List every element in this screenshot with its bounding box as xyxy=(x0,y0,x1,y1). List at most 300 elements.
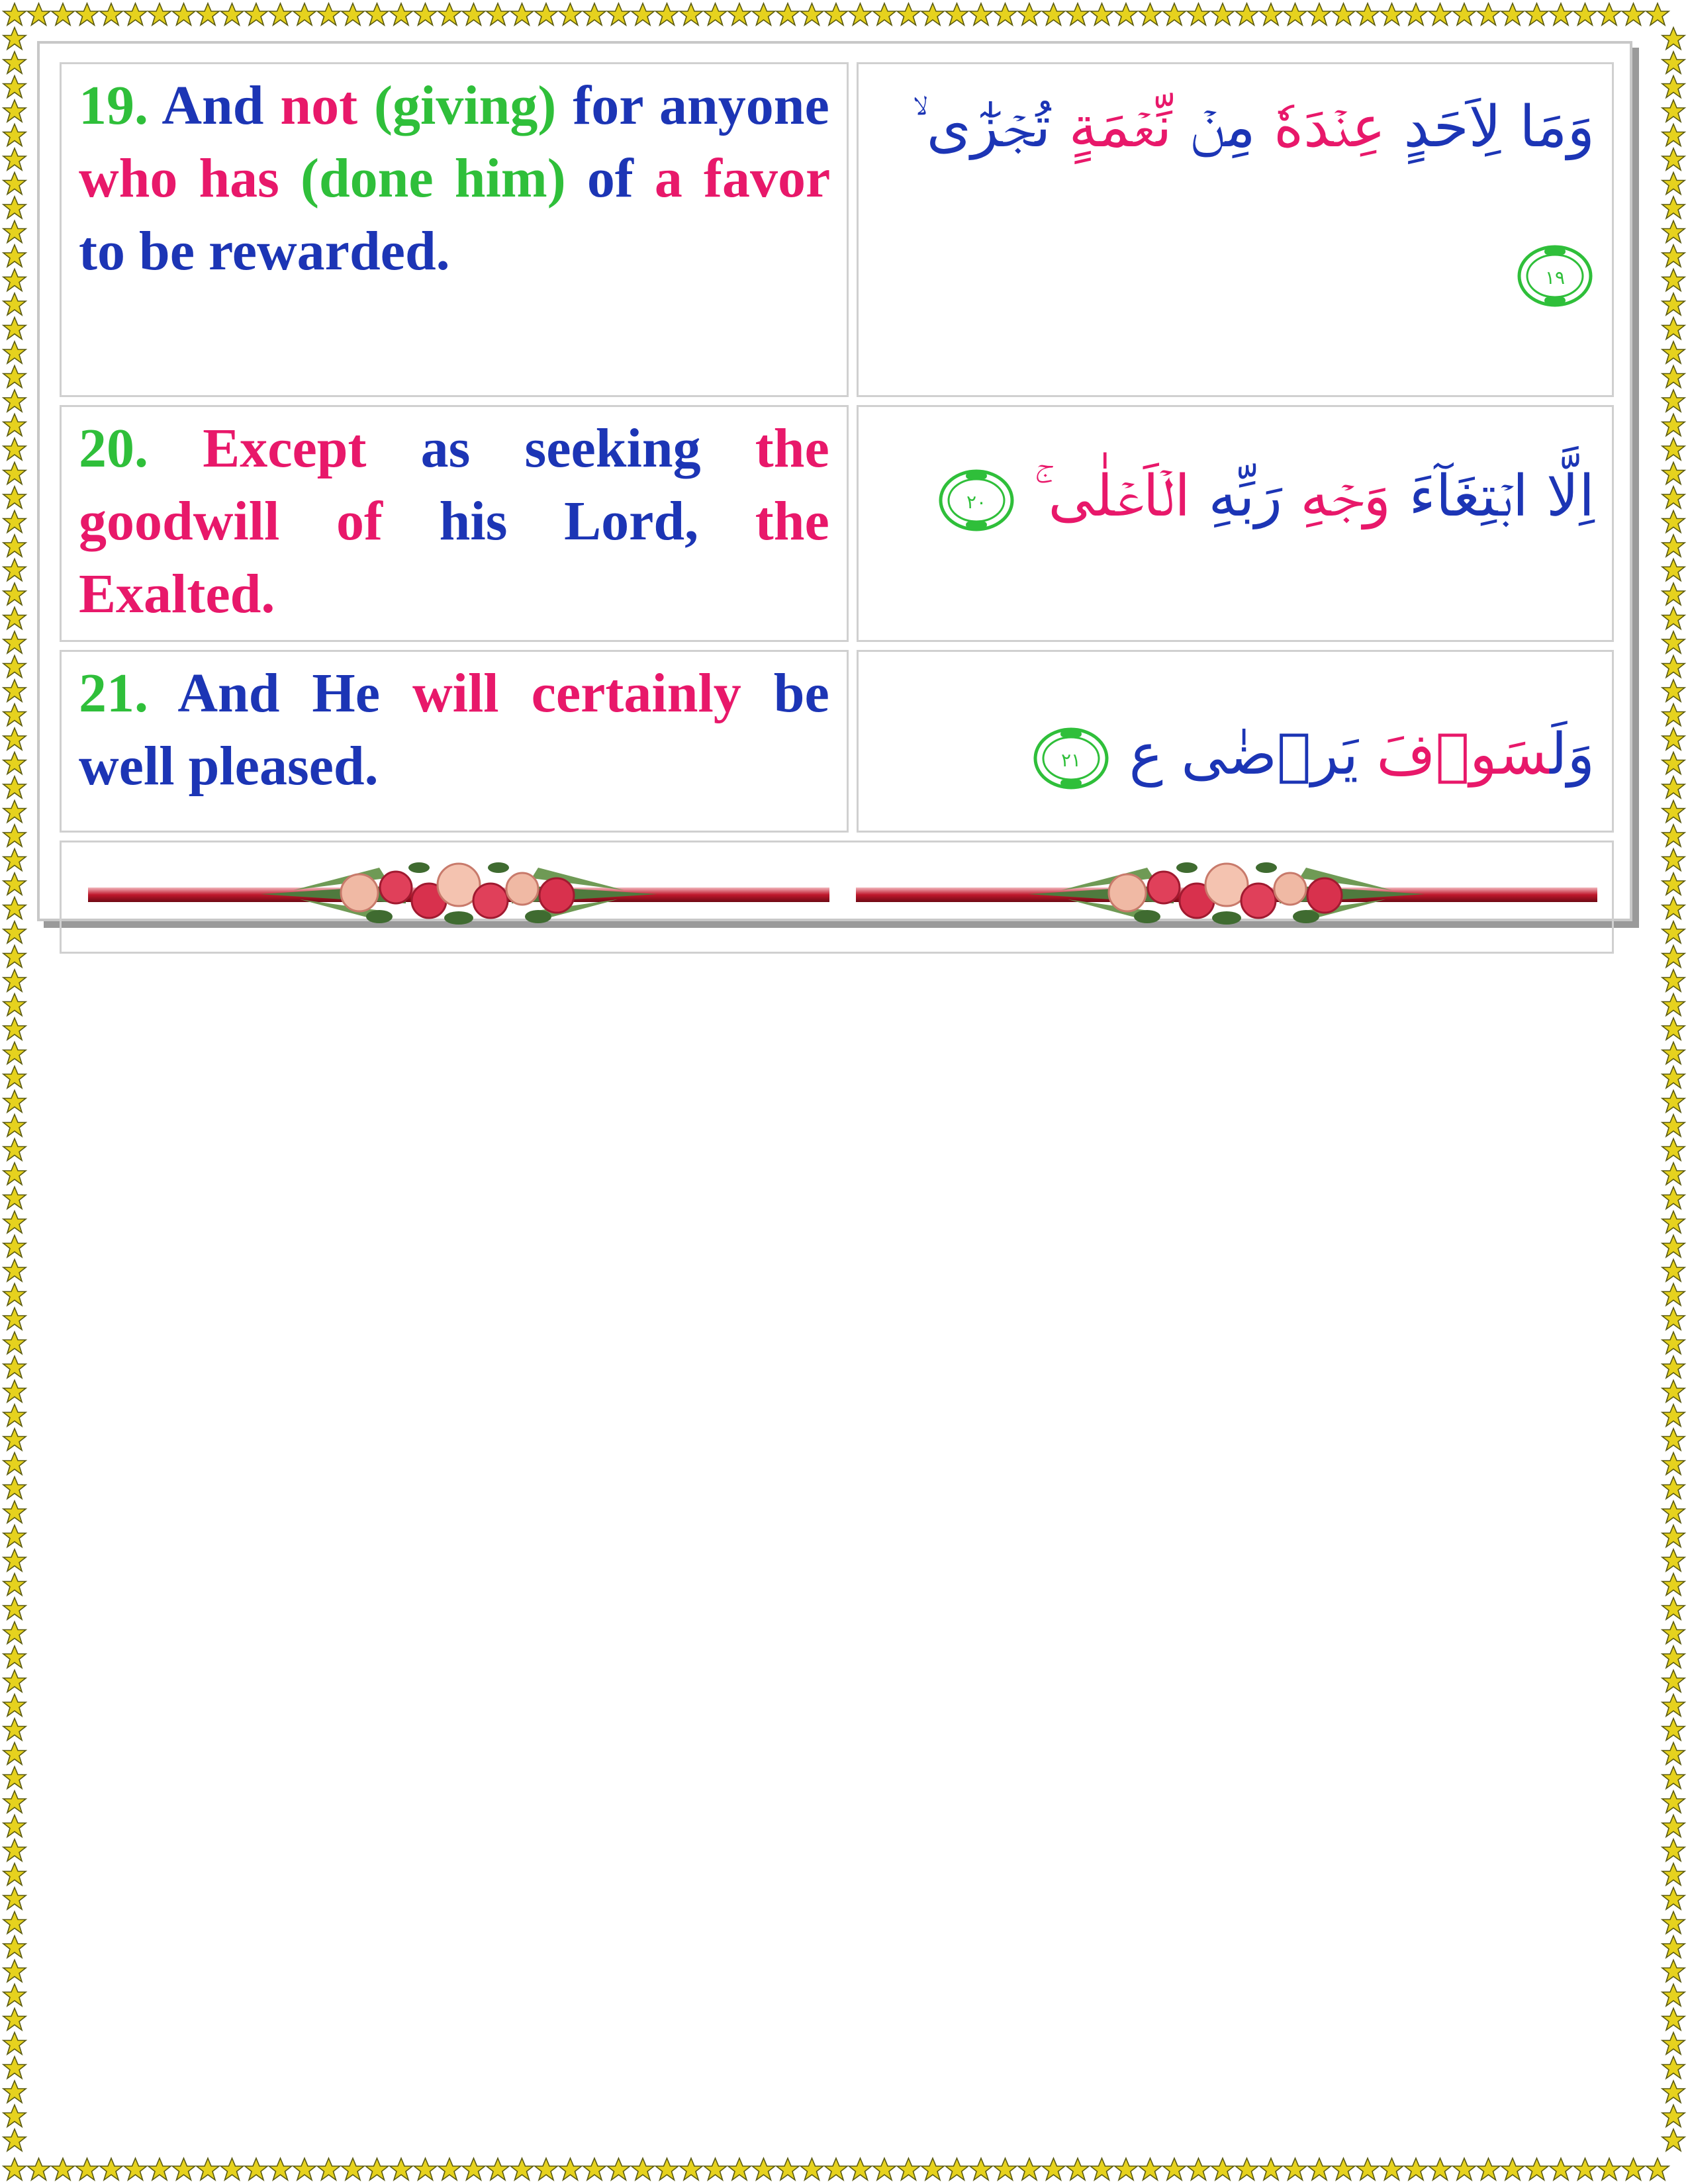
star-icon xyxy=(1211,2158,1234,2180)
star-icon xyxy=(1236,3,1258,25)
star-icon xyxy=(3,946,26,968)
star-icon xyxy=(414,3,437,25)
star-icon xyxy=(318,3,340,25)
star-icon xyxy=(438,2158,461,2180)
star-icon xyxy=(825,2158,847,2180)
translation-segment: for xyxy=(573,75,643,136)
ayah-end-marker-icon xyxy=(1515,243,1595,309)
star-icon xyxy=(1662,680,1685,702)
star-icon xyxy=(52,2158,74,2180)
arabic-segment: مِنۡ xyxy=(1190,94,1256,160)
star-icon xyxy=(3,1864,26,1886)
ayah-table xyxy=(52,54,1622,962)
star-icon xyxy=(3,849,26,871)
star-icon xyxy=(3,776,26,798)
star-icon xyxy=(1662,245,1685,267)
star-icon xyxy=(3,1598,26,1619)
star-icon xyxy=(3,535,26,557)
star-icon xyxy=(76,3,99,25)
star-icon xyxy=(3,921,26,943)
arabic-verse xyxy=(859,64,1612,316)
star-icon xyxy=(511,3,534,25)
star-icon xyxy=(3,1453,26,1475)
star-icon xyxy=(1356,2158,1379,2180)
star-icon xyxy=(221,2158,244,2180)
star-icon xyxy=(1662,2129,1685,2151)
star-icon xyxy=(1662,463,1685,484)
star-icon xyxy=(3,1115,26,1136)
star-icon xyxy=(3,897,26,919)
star-icon xyxy=(1598,2158,1620,2180)
arabic-segment: سَوۡفَ xyxy=(1376,721,1550,788)
star-icon xyxy=(1574,2158,1597,2180)
star-icon xyxy=(825,3,847,25)
translation-segment: as seeking xyxy=(420,418,701,479)
ayah-row xyxy=(60,650,1614,833)
star-icon xyxy=(608,3,630,25)
star-icon xyxy=(1662,1984,1685,2006)
star-icon xyxy=(245,2158,267,2180)
ayah-row xyxy=(60,62,1614,397)
ayah-marker-number: ٢١ xyxy=(1061,749,1082,771)
star-icon xyxy=(1236,2158,1258,2180)
star-icon xyxy=(100,3,122,25)
star-icon xyxy=(1662,28,1685,50)
star-icon xyxy=(946,3,968,25)
divider-row xyxy=(60,841,1614,954)
star-icon xyxy=(3,2032,26,2054)
star-icon xyxy=(608,2158,630,2180)
star-icon xyxy=(1662,1259,1685,1281)
translation-segment: anyone xyxy=(659,75,829,136)
star-icon xyxy=(921,3,944,25)
star-icon xyxy=(1662,1936,1685,1958)
star-icon xyxy=(1662,1960,1685,1982)
star-icon xyxy=(1091,3,1113,25)
star-icon xyxy=(3,2105,26,2127)
star-icon xyxy=(3,148,26,170)
star-icon xyxy=(1662,1501,1685,1523)
arabic-segment: تُجۡزٰٓى ۙ xyxy=(912,94,1051,160)
star-icon xyxy=(3,1888,26,1909)
star-icon xyxy=(970,2158,992,2180)
star-icon xyxy=(1662,76,1685,98)
star-icon xyxy=(3,1525,26,1547)
star-icon xyxy=(438,3,461,25)
star-icon xyxy=(1662,946,1685,968)
star-icon xyxy=(3,704,26,726)
star-icon xyxy=(1662,2032,1685,2054)
star-icon xyxy=(1662,656,1685,678)
star-icon xyxy=(1662,148,1685,170)
star-icon xyxy=(1662,341,1685,363)
star-icon xyxy=(1662,1066,1685,1088)
ayah-end-marker-icon xyxy=(937,467,1016,533)
star-icon xyxy=(28,2158,50,2180)
translation-segment: will certainly xyxy=(412,662,741,724)
star-icon xyxy=(1550,2158,1572,2180)
star-icon xyxy=(28,3,50,25)
star-icon xyxy=(1662,1646,1685,1668)
star-icon xyxy=(1429,2158,1452,2180)
star-icon xyxy=(656,2158,679,2180)
star-icon xyxy=(801,2158,823,2180)
star-icon xyxy=(849,2158,872,2180)
star-icon xyxy=(3,994,26,1016)
star-icon xyxy=(463,3,485,25)
star-icon xyxy=(776,3,799,25)
star-icon xyxy=(1662,1694,1685,1716)
translation-segment: (giving) xyxy=(374,75,557,136)
star-icon xyxy=(3,1694,26,1716)
star-icon xyxy=(970,3,992,25)
star-icon xyxy=(3,1042,26,1064)
star-icon xyxy=(3,341,26,363)
star-icon xyxy=(1662,2081,1685,2103)
star-icon xyxy=(3,1284,26,1306)
star-icon xyxy=(1662,1284,1685,1306)
star-icon xyxy=(245,3,267,25)
translation-page xyxy=(37,41,1639,928)
star-icon xyxy=(1662,197,1685,218)
star-icon xyxy=(1662,1549,1685,1571)
translation-text xyxy=(62,652,847,812)
star-icon xyxy=(1662,1598,1685,1619)
star-icon xyxy=(3,583,26,605)
star-icon xyxy=(1662,1381,1685,1402)
star-icon xyxy=(1662,2057,1685,2079)
star-icon xyxy=(1662,1163,1685,1185)
star-icon xyxy=(3,970,26,991)
star-icon xyxy=(3,3,26,25)
star-icon xyxy=(680,2158,702,2180)
star-icon xyxy=(632,2158,654,2180)
star-icon xyxy=(1662,801,1685,823)
star-icon xyxy=(390,3,412,25)
star-icon xyxy=(342,3,364,25)
floral-divider-cell xyxy=(60,841,1614,954)
star-icon xyxy=(3,1018,26,1040)
star-icon xyxy=(1284,3,1307,25)
star-icon xyxy=(3,366,26,388)
star-icon xyxy=(1211,3,1234,25)
star-icon xyxy=(269,3,292,25)
star-icon xyxy=(197,2158,219,2180)
arabic-verse xyxy=(859,652,1612,804)
star-icon xyxy=(3,2009,26,2030)
star-icon xyxy=(1550,3,1572,25)
translation-segment: favor xyxy=(704,148,829,209)
star-icon xyxy=(1066,3,1089,25)
star-icon xyxy=(390,2158,412,2180)
star-icon xyxy=(487,3,509,25)
star-icon xyxy=(753,3,775,25)
ayah-end-marker-icon xyxy=(1031,725,1111,792)
star-icon xyxy=(1662,1139,1685,1161)
star-icon xyxy=(100,2158,122,2180)
star-icon xyxy=(3,173,26,195)
star-icon xyxy=(1477,2158,1500,2180)
star-icon xyxy=(1662,1864,1685,1886)
translation-segment: a xyxy=(654,148,682,209)
star-icon xyxy=(704,3,727,25)
star-icon xyxy=(1429,3,1452,25)
star-icon xyxy=(3,76,26,98)
star-icon xyxy=(124,3,147,25)
star-icon xyxy=(3,1429,26,1451)
star-icon xyxy=(873,3,896,25)
star-icon xyxy=(1662,728,1685,750)
translation-segment: (done him) xyxy=(300,148,566,209)
star-icon xyxy=(1662,631,1685,653)
star-icon xyxy=(753,2158,775,2180)
star-icon xyxy=(1646,2158,1669,2180)
star-icon xyxy=(1662,921,1685,943)
star-icon xyxy=(1662,366,1685,388)
star-icon xyxy=(52,3,74,25)
star-icon xyxy=(1662,486,1685,508)
star-icon xyxy=(1043,2158,1065,2180)
star-icon xyxy=(1662,1670,1685,1692)
star-icon xyxy=(3,221,26,243)
star-icon xyxy=(1405,3,1427,25)
star-icon xyxy=(1163,3,1186,25)
star-icon xyxy=(3,1549,26,1571)
star-icon xyxy=(3,1960,26,1982)
star-icon xyxy=(1662,994,1685,1016)
star-icon xyxy=(1662,1187,1685,1209)
arabic-cell xyxy=(857,62,1614,397)
star-icon xyxy=(3,318,26,340)
star-icon xyxy=(1115,2158,1137,2180)
star-icon xyxy=(148,2158,171,2180)
arabic-segment: يَرۡضٰى ع xyxy=(1129,721,1359,788)
star-icon xyxy=(3,1501,26,1523)
ayah-marker-number: ١٩ xyxy=(1544,267,1566,289)
star-icon xyxy=(3,245,26,267)
star-icon xyxy=(1662,52,1685,73)
star-icon xyxy=(3,559,26,581)
star-icon xyxy=(366,2158,389,2180)
floral-divider-icon xyxy=(62,842,1611,948)
star-icon xyxy=(1091,2158,1113,2180)
star-icon xyxy=(3,1984,26,2006)
star-icon xyxy=(1284,2158,1307,2180)
star-icon xyxy=(3,1646,26,1668)
star-icon xyxy=(1163,2158,1186,2180)
star-icon xyxy=(1662,583,1685,605)
star-icon xyxy=(197,3,219,25)
star-icon xyxy=(3,680,26,702)
star-icon xyxy=(1662,1091,1685,1113)
star-icon xyxy=(1662,100,1685,122)
star-icon xyxy=(1662,535,1685,557)
star-icon xyxy=(1662,2009,1685,2030)
star-icon xyxy=(3,608,26,629)
star-icon xyxy=(1662,1888,1685,1909)
translation-segment: And He xyxy=(177,662,380,724)
star-icon xyxy=(946,2158,968,2180)
star-icon xyxy=(342,2158,364,2180)
star-icon xyxy=(221,3,244,25)
translation-segment: not xyxy=(280,75,358,136)
star-icon xyxy=(3,1187,26,1209)
star-icon xyxy=(994,2158,1017,2180)
star-icon xyxy=(1662,776,1685,798)
star-icon xyxy=(1066,2158,1089,2180)
star-icon xyxy=(680,3,702,25)
star-icon xyxy=(293,2158,316,2180)
star-icon xyxy=(3,1719,26,1741)
star-icon xyxy=(1477,3,1500,25)
star-icon xyxy=(1662,414,1685,436)
star-icon xyxy=(583,3,606,25)
star-icon xyxy=(3,1259,26,1281)
arabic-segment: نِّعۡمَةٍ xyxy=(1068,94,1172,160)
star-icon xyxy=(1598,3,1620,25)
content-box xyxy=(37,41,1632,921)
star-icon xyxy=(1501,3,1524,25)
star-icon xyxy=(559,3,582,25)
star-icon xyxy=(1662,1115,1685,1136)
star-icon xyxy=(559,2158,582,2180)
star-icon xyxy=(1018,3,1041,25)
star-icon xyxy=(1188,3,1210,25)
star-icon xyxy=(1662,293,1685,315)
star-icon xyxy=(1662,849,1685,871)
translation-segment: Except xyxy=(203,418,367,479)
star-icon xyxy=(898,3,920,25)
translation-text xyxy=(62,407,847,640)
star-icon xyxy=(3,124,26,146)
star-icon xyxy=(1662,173,1685,195)
star-icon xyxy=(535,3,557,25)
star-icon xyxy=(1662,318,1685,340)
translation-segment: who has xyxy=(79,148,279,209)
star-icon xyxy=(3,1670,26,1692)
star-icon xyxy=(1662,390,1685,412)
star-icon xyxy=(3,197,26,218)
star-icon xyxy=(1139,2158,1162,2180)
star-icon xyxy=(1622,3,1645,25)
star-icon xyxy=(414,2158,437,2180)
star-icon xyxy=(3,1839,26,1861)
star-icon xyxy=(3,1308,26,1330)
star-icon xyxy=(921,2158,944,2180)
ayah-number: 21. xyxy=(79,662,148,724)
arabic-cell xyxy=(857,405,1614,642)
star-icon xyxy=(3,1936,26,1958)
star-icon xyxy=(3,1381,26,1402)
star-icon xyxy=(849,3,872,25)
star-icon xyxy=(1308,3,1331,25)
star-icon xyxy=(3,2158,26,2180)
star-icon xyxy=(1662,559,1685,581)
translation-segment: the goodwill of xyxy=(79,418,829,552)
star-icon xyxy=(3,1332,26,1354)
star-icon xyxy=(463,2158,485,2180)
star-icon xyxy=(3,752,26,774)
star-icon xyxy=(366,3,389,25)
star-icon xyxy=(1333,2158,1355,2180)
star-icon xyxy=(3,825,26,846)
star-icon xyxy=(3,390,26,412)
star-icon xyxy=(1018,2158,1041,2180)
star-icon xyxy=(1356,3,1379,25)
star-icon xyxy=(3,463,26,484)
star-icon xyxy=(1662,873,1685,895)
star-icon xyxy=(1662,511,1685,533)
star-icon xyxy=(3,1091,26,1113)
star-icon xyxy=(1115,3,1137,25)
star-icon xyxy=(1333,3,1355,25)
star-icon xyxy=(1662,2105,1685,2127)
translation-segment: be well pleased. xyxy=(79,662,829,797)
star-icon xyxy=(1662,970,1685,991)
star-icon xyxy=(728,3,751,25)
star-icon xyxy=(1043,3,1065,25)
star-icon xyxy=(3,1912,26,1934)
ayah-marker-number: ٢٠ xyxy=(966,490,986,513)
star-icon xyxy=(1662,1767,1685,1789)
star-icon xyxy=(3,486,26,508)
arabic-cell xyxy=(857,650,1614,833)
star-icon xyxy=(1662,1622,1685,1644)
star-icon xyxy=(3,511,26,533)
arabic-verse xyxy=(859,407,1612,546)
translation-cell xyxy=(60,650,849,833)
star-icon xyxy=(3,1211,26,1233)
translation-cell xyxy=(60,405,849,642)
star-icon xyxy=(898,2158,920,2180)
star-icon xyxy=(1308,2158,1331,2180)
arabic-segment: وَمَا لِاَحَدٍ xyxy=(1403,94,1595,160)
star-icon xyxy=(3,1574,26,1596)
translation-cell xyxy=(60,62,849,397)
star-icon xyxy=(293,3,316,25)
star-icon xyxy=(776,2158,799,2180)
ayah-number: 19. xyxy=(79,75,148,136)
star-icon xyxy=(1662,1477,1685,1499)
star-icon xyxy=(632,3,654,25)
arabic-segment: وَلَ xyxy=(1550,721,1595,788)
star-icon xyxy=(535,2158,557,2180)
star-icon xyxy=(656,3,679,25)
star-icon xyxy=(1662,608,1685,629)
ayah-number: 20. xyxy=(79,418,148,479)
star-icon xyxy=(3,1767,26,1789)
star-icon xyxy=(3,293,26,315)
star-icon xyxy=(173,3,195,25)
star-icon xyxy=(3,1404,26,1426)
star-icon xyxy=(3,801,26,823)
star-icon xyxy=(1526,3,1548,25)
star-icon xyxy=(1662,1791,1685,1813)
star-icon xyxy=(3,656,26,678)
arabic-segment: الۡاَعۡلٰى ۚ xyxy=(1033,463,1191,529)
star-icon xyxy=(1662,1719,1685,1741)
star-icon xyxy=(1188,2158,1210,2180)
star-icon xyxy=(1662,1404,1685,1426)
star-icon xyxy=(728,2158,751,2180)
star-icon xyxy=(76,2158,99,2180)
star-icon xyxy=(148,3,171,25)
translation-segment: to be rewarded. xyxy=(79,220,450,282)
star-icon xyxy=(1662,438,1685,460)
star-icon xyxy=(704,2158,727,2180)
star-icon xyxy=(1662,897,1685,919)
star-icon xyxy=(1453,2158,1476,2180)
